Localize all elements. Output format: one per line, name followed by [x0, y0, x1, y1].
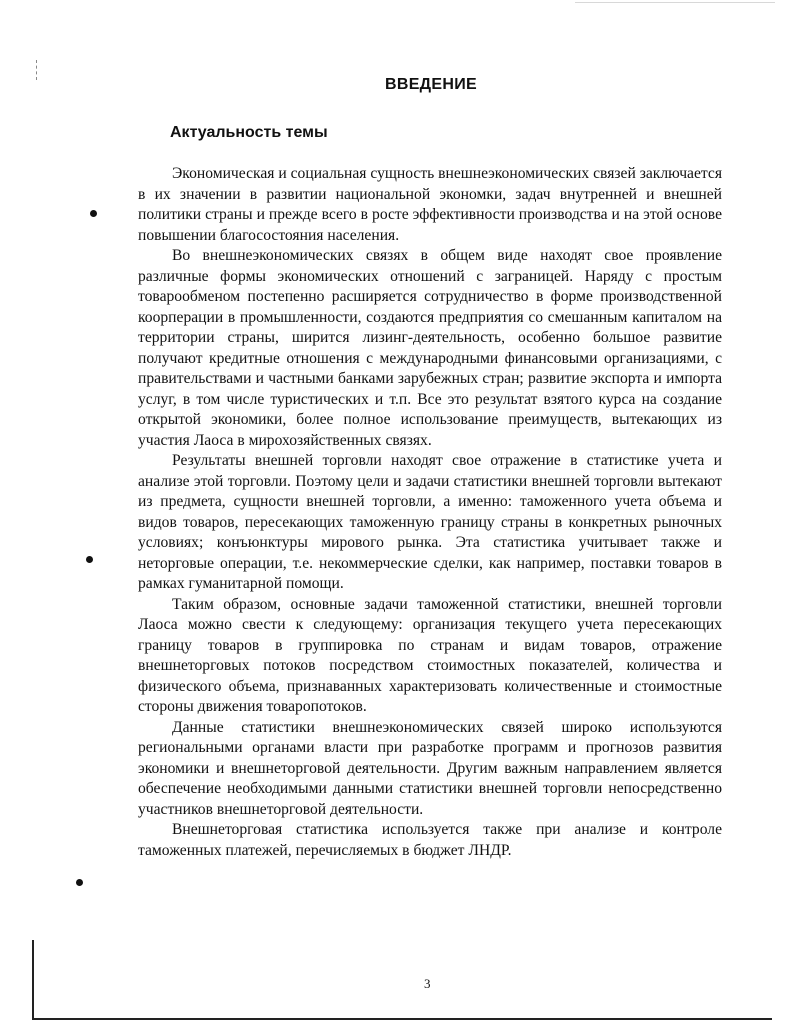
section-subheading: Актуальность темы — [170, 124, 328, 141]
scan-artifact-left-edge — [32, 940, 34, 1020]
scan-artifact-bottom-edge — [32, 1018, 772, 1020]
paragraph: Экономическая и социальная сущность внешнеэкономических связей заключается в их значении в развитии национальной экономки, задач внутренней и внешней политики страны и прежде всего в росте эффективности производства и на этой основе повышении благосостояния населения. — [138, 165, 722, 244]
punch-hole-mark — [76, 879, 83, 886]
body-text — [138, 164, 722, 861]
paragraph: Результаты внешней торговли находят свое отражение в статистике учета и анализе этой торговли. Поэтому цели и задачи статистики внешней торговли вытекают из предмета, сущности внешней торговли, а именно: таможенного учета объема и видов товаров, пересекающих таможенную границу страны в конкретных рыночных условиях; конъюнктуры мирового рынка. Эта статистика учитывает также и неторговые операции, т.е. некоммерческие сделки, как например, поставки товаров в рамках гуманитарной помощи. — [138, 452, 722, 592]
scan-artifact-left-ticks — [36, 60, 38, 80]
paragraph: Во внешнеэкономических связях в общем виде находят свое проявление различные формы экономических отношений с заграницей. Наряду с простым товарообменом постепенно расширяется сотрудничество в форме производственной коорперации в промышленности, создаются предприятия со смешанным капиталом на территории страны, ширится лизинг-деятельность, особенно большое развитие получают кредитные отношения с международными финансовыми организациями, с правительствами и частными банками зарубежных стран; развитие экспорта и импорта услуг, в том числе туристических и т.п. Все это результат взятого курса на создание открытой экономики, более полное использование преимуществ, вытекающих из участия Лаоса в мирохозяйственных связях. — [138, 247, 722, 449]
scan-artifact-top-line — [575, 2, 775, 3]
paragraph: Таким образом, основные задачи таможенной статистики, внешней торговли Лаоса можно свести к следующему: организация текущего учета пересекающих границу товаров в группировка по странам и видам товаров, отражение внешнеторговых потоков посредством стоимостных показателей, количества и физического объема, признаванных характеризовать количественные и стоимостные стороны движения товаропотоков. — [138, 595, 722, 715]
punch-hole-mark — [90, 210, 97, 217]
page-title: ВВЕДЕНИЕ — [385, 76, 477, 93]
paragraph: Внешнеторговая статистика используется также при анализе и контроле таможенных платежей, перечисляемых в бюджет ЛНДР. — [138, 821, 722, 859]
punch-hole-mark — [86, 556, 93, 563]
paragraph: Данные статистики внешнеэкономических связей широко используются региональными органами власти при разработке программ и прогнозов развития экономики и внешнеторговой деятельности. Другим важным направлением является обеспечение необходимыми данными статистики внешней торговли непосредственно участников внешнеторговой деятельности. — [138, 718, 722, 818]
page-number: 3 — [424, 976, 431, 991]
